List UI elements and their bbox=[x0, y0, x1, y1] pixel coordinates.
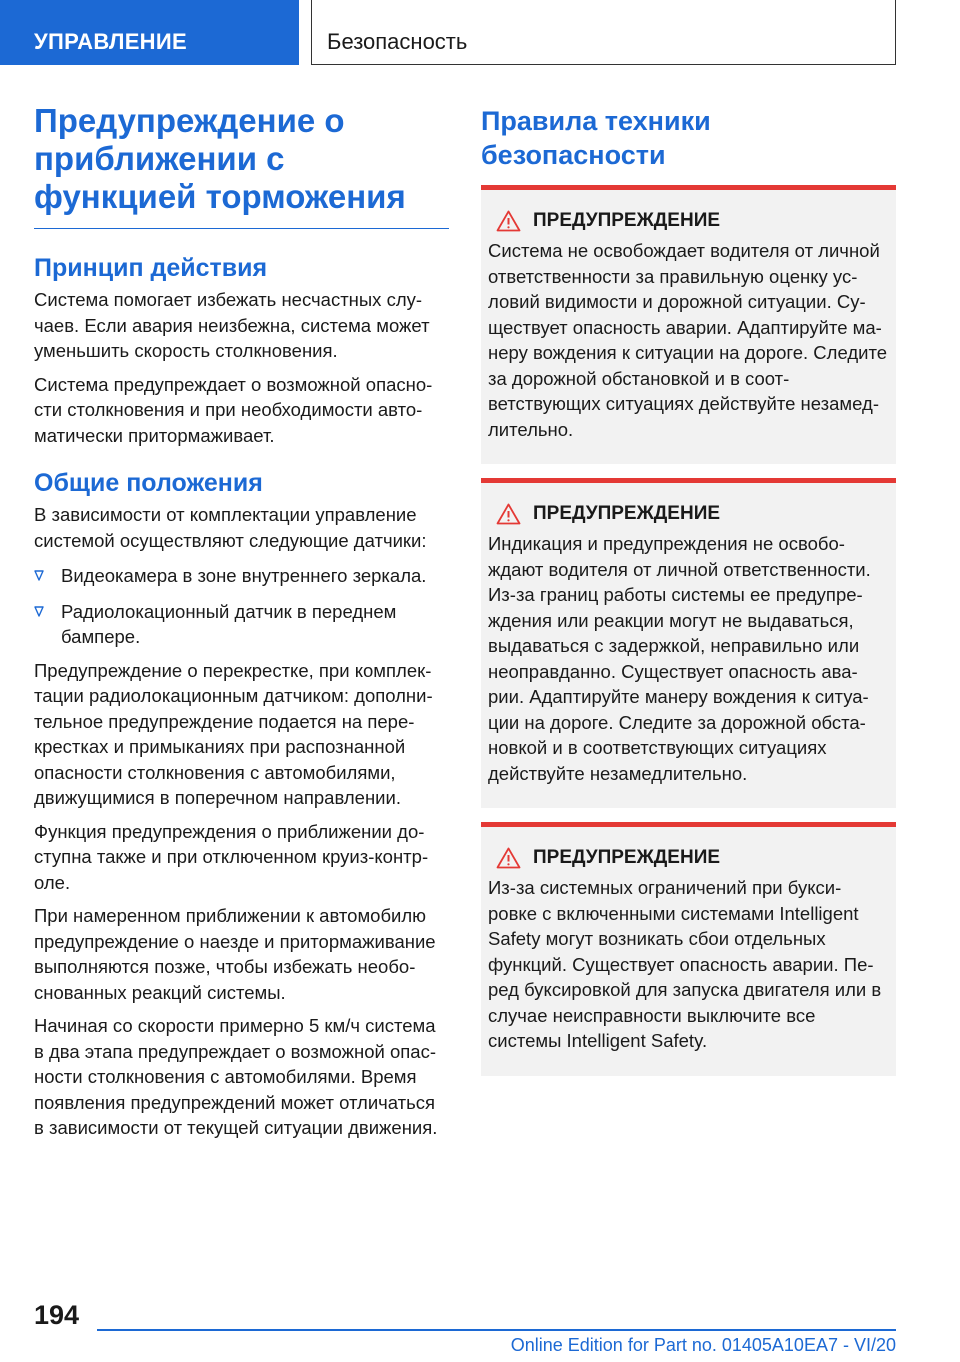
paragraph: Функция предупреждения о приближении до-ступна также и при отключенном круиз-контр-оле. bbox=[34, 820, 429, 893]
warning-triangle-icon bbox=[496, 210, 521, 232]
list-item bbox=[34, 563, 449, 589]
list-item-text: Видеокамера в зоне внутреннего зеркала. bbox=[61, 565, 427, 586]
paragraph: Начиная со скорости примерно 5 км/ч система в два этапа предупреждает о возможной опас-ности столкновения с автомобилями. Время появления предупреждений может отличаться в зависимости от текущей ситуации движения. bbox=[34, 1015, 438, 1138]
warning-triangle-icon bbox=[496, 503, 521, 525]
warning-title bbox=[488, 208, 888, 234]
warning-triangle-icon bbox=[496, 847, 521, 869]
warning-label: ПРЕДУПРЕЖДЕНИЕ bbox=[533, 503, 721, 524]
section-tab: УПРАВЛЕНИЕ bbox=[0, 0, 299, 65]
triangle-bullet-icon bbox=[34, 570, 44, 581]
warning-text: Индикация и предупреждения не освобо-ждают водителя от личной ответственности. Из-за границ работы системы ее предупре-ждения или реакции могут не выдаваться, выдаваться с задержкой, неправильно или неоправданно. Существует опасность ава-рии. Адаптируйте манеру вождения к ситуа-ции на дороге. Следите за дорожной обста-новкой и в соответствующих ситуациях действуйте незамедлительно. bbox=[488, 533, 871, 784]
paragraph: Система помогает избежать несчастных слу-чаев. Если авария неизбежна, система может уменьшить скорость столкновения. bbox=[34, 289, 430, 361]
paragraph: В зависимости от комплектации управление системой осуществляют следующие датчики: bbox=[34, 504, 427, 551]
footer-divider bbox=[97, 1329, 896, 1331]
paragraph: Предупреждение о перекрестке, при комплек-тации радиолокационным датчиком: дополни-тельное предупреждение подается на пере-крестках и примыканиях при распознанной опасности столкновения с автомобилями, движущимися в поперечном направлении. bbox=[34, 659, 433, 808]
warning-box bbox=[481, 822, 896, 1076]
page-title: Предупреждение о приближении с функцией торможения bbox=[34, 102, 449, 229]
warning-title bbox=[488, 501, 888, 527]
warning-label: ПРЕДУПРЕЖДЕНИЕ bbox=[533, 847, 721, 868]
right-column bbox=[481, 102, 896, 1076]
triangle-bullet-icon bbox=[34, 606, 44, 617]
warning-text: Из-за системных ограничений при букси-ровке с включенными системами Intelligent Safety могут возникать сбои отдельных функций. Существует опасность аварии. Пе-ред буксировкой для запуска двигателя или в случае неисправности выключите все системы Intelligent Safety. bbox=[488, 877, 882, 1051]
paragraph: Система предупреждает о возможной опасно-сти столкновения и при необходимости авто-матически притормаживает. bbox=[34, 373, 433, 446]
paragraph: При намеренном приближении к автомобилю предупреждение о наезде и притормаживание выполняются позже, чтобы избежать необо-снованных реакций системы. bbox=[34, 905, 436, 1003]
list-item bbox=[34, 599, 449, 650]
page-number: 194 bbox=[34, 1300, 80, 1330]
footer-edition: Online Edition for Part no. 01405A10EA7 - VI/20 bbox=[510, 1335, 896, 1355]
chapter-title: Безопасность bbox=[311, 0, 896, 65]
warning-label: ПРЕДУПРЕЖДЕНИЕ bbox=[533, 210, 721, 231]
warning-title bbox=[488, 845, 888, 871]
warning-box bbox=[481, 185, 896, 464]
warning-text: Система не освобождает водителя от личной ответственности за правильную оценку ус-ловий видимости и дорожной ситуации. Су-ществует опасность аварии. Адаптируйте ма-неру вождения к ситуации на дороге. Следите за дорожной обстановкой и в соот-ветствующих ситуациях действуйте незамед-лительно. bbox=[488, 240, 888, 440]
list-item-text: Радиолокационный датчик в переднем бампере. bbox=[61, 600, 397, 647]
safety-rules-title: Правила техники безопасности bbox=[481, 106, 711, 170]
section-heading-principle: Принцип действия bbox=[34, 254, 268, 282]
section-heading-general: Общие положения bbox=[34, 469, 263, 497]
warning-box bbox=[481, 478, 896, 808]
left-column bbox=[34, 102, 449, 1141]
